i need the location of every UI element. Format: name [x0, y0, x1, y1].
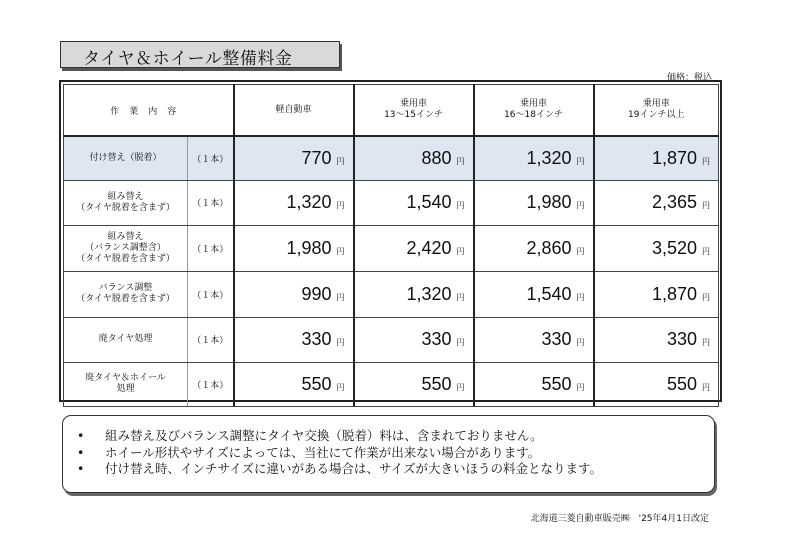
price-cell: [234, 225, 354, 271]
notes-list: [77, 428, 602, 478]
row-name-line: （タイヤ脱着を含まず）: [76, 253, 175, 264]
price-cell: [474, 180, 594, 225]
row-unit: （１本）: [188, 317, 234, 362]
footer-note: 北海道三菱自動車販売㈱ '25年4月1日改定: [530, 514, 709, 524]
price-cell: [594, 362, 719, 406]
yen-unit: 円: [336, 201, 345, 210]
yen-unit: 円: [576, 201, 585, 210]
header-kei: [234, 85, 354, 137]
price-cell: [234, 180, 354, 225]
price-cell: [594, 136, 719, 180]
row-name: [64, 317, 188, 362]
price-value: 2,420: [406, 237, 452, 258]
header-car-13-15: [354, 85, 474, 137]
row-name-line: （タイヤ脱着を含まず）: [76, 202, 175, 213]
price-cell: [594, 180, 719, 225]
price-cell: [594, 225, 719, 271]
table-row: [64, 317, 719, 362]
row-name-line: 組み替え: [107, 231, 144, 242]
yen-unit: 円: [336, 292, 345, 302]
yen-unit: 円: [336, 382, 345, 392]
header-line: 16～18インチ: [504, 110, 563, 120]
row-unit: （１本）: [188, 271, 234, 317]
note-text: 組み替え及びバランス調整にタイヤ交換（脱着）料は、含まれておりません。: [105, 428, 543, 443]
header-work: 作業内容: [64, 85, 234, 137]
yen-unit: 円: [702, 156, 711, 166]
price-value: 550: [301, 373, 332, 394]
header-row: [64, 85, 719, 137]
price-value: 1,320: [406, 283, 452, 304]
price-table-frame: [59, 80, 722, 402]
price-cell: [474, 362, 594, 406]
table-row: [64, 271, 719, 317]
price-cell: [234, 136, 354, 180]
price-value: 550: [541, 373, 572, 394]
yen-unit: 円: [576, 382, 585, 392]
price-value: 330: [421, 329, 452, 349]
row-name-line: バランス調整: [98, 283, 153, 293]
yen-unit: 円: [702, 338, 711, 347]
row-name: [64, 225, 188, 271]
price-value: 330: [301, 329, 332, 349]
bullet: •: [77, 428, 85, 443]
price-value: 1,320: [526, 147, 572, 168]
price-cell: [474, 317, 594, 362]
header-car-16-18: [474, 85, 594, 137]
row-name: [64, 136, 188, 180]
price-cell: [474, 271, 594, 317]
note-text: ホイール形状やサイズによっては、当社にて作業が出来ない場合があります。: [105, 444, 541, 460]
price-value: 1,980: [286, 237, 332, 258]
note-item: [77, 445, 602, 462]
title-box: [60, 41, 340, 68]
price-value: 330: [666, 329, 698, 349]
row-name-line: （タイヤ脱着を含まず）: [76, 294, 175, 304]
header-line: 乗用車: [642, 99, 670, 109]
table-row: [64, 136, 719, 180]
note-item: [77, 428, 602, 445]
price-cell: [234, 317, 354, 362]
price-cell: [354, 362, 474, 406]
tax-note: 価格：税込: [666, 73, 712, 83]
price-value: 330: [541, 329, 572, 349]
yen-unit: 円: [456, 338, 465, 347]
notes-box: [62, 415, 715, 493]
price-cell: [234, 362, 354, 406]
price-cell: [474, 136, 594, 180]
price-value: 1,980: [526, 192, 572, 212]
header-car-19: [594, 85, 719, 137]
yen-unit: 円: [336, 338, 345, 347]
price-cell: [354, 180, 474, 225]
yen-unit: 円: [576, 292, 585, 302]
row-unit: （１本）: [188, 136, 234, 180]
yen-unit: 円: [456, 246, 465, 256]
price-value: 550: [666, 373, 698, 394]
yen-unit: 円: [576, 246, 585, 256]
row-name-line: 処理: [116, 384, 135, 394]
table-row: [64, 362, 719, 406]
price-value: 2,860: [526, 237, 572, 258]
yen-unit: 円: [702, 292, 711, 302]
yen-unit: 円: [456, 292, 465, 302]
price-cell: [594, 317, 719, 362]
page-title: タイヤ＆ホイール整備料金: [83, 49, 293, 69]
yen-unit: 円: [456, 156, 465, 166]
price-cell: [354, 317, 474, 362]
note-item: [77, 461, 602, 478]
price-value: 2,365: [651, 192, 698, 212]
price-value: 880: [421, 147, 452, 168]
yen-unit: 円: [456, 382, 465, 392]
header-line: 13～15インチ: [384, 110, 443, 120]
row-name-line: 付け替え（脱着）: [89, 152, 162, 163]
row-name-line: 組み替え: [107, 191, 144, 202]
table-row: [64, 225, 719, 271]
price-cell: [234, 271, 354, 317]
header-line: 19インチ以上: [628, 110, 685, 120]
price-value: 1,540: [406, 192, 452, 212]
yen-unit: 円: [336, 156, 345, 166]
bullet: •: [77, 444, 85, 460]
price-table: [63, 84, 719, 407]
row-name: [64, 180, 188, 225]
yen-unit: 円: [456, 201, 465, 210]
price-cell: [594, 271, 719, 317]
row-unit: （１本）: [188, 180, 234, 225]
header-kei-line: 軽自動車: [275, 104, 312, 115]
price-value: 1,540: [526, 283, 572, 304]
price-cell: [354, 136, 474, 180]
table-row: [64, 180, 719, 225]
row-unit: （１本）: [188, 225, 234, 271]
price-value: 550: [421, 373, 452, 394]
yen-unit: 円: [336, 246, 345, 256]
price-cell: [354, 271, 474, 317]
note-text: 付け替え時、インチサイズに違いがある場合は、サイズが大きいほうの料金となります。: [105, 461, 603, 476]
row-unit: （１本）: [188, 362, 234, 406]
yen-unit: 円: [576, 156, 585, 166]
row-name-line: 廃タイヤ＆ホイール: [85, 373, 166, 383]
bullet: •: [77, 461, 85, 476]
yen-unit: 円: [702, 382, 711, 392]
yen-unit: 円: [576, 338, 585, 347]
price-value: 1,320: [286, 192, 332, 212]
row-name: [64, 362, 188, 406]
row-name-line: （バランス調整含）: [85, 242, 166, 253]
price-cell: [354, 225, 474, 271]
header-line: 乗用車: [520, 99, 548, 109]
yen-unit: 円: [702, 201, 711, 210]
price-value: 1,870: [651, 283, 698, 304]
price-cell: [474, 225, 594, 271]
header-line: 乗用車: [400, 99, 428, 109]
price-value: 3,520: [651, 237, 698, 258]
row-name-line: 廃タイヤ処理: [98, 334, 153, 344]
row-name: [64, 271, 188, 317]
price-value: 1,870: [651, 147, 698, 168]
price-value: 770: [301, 147, 332, 168]
price-value: 990: [301, 283, 332, 304]
yen-unit: 円: [702, 246, 711, 256]
